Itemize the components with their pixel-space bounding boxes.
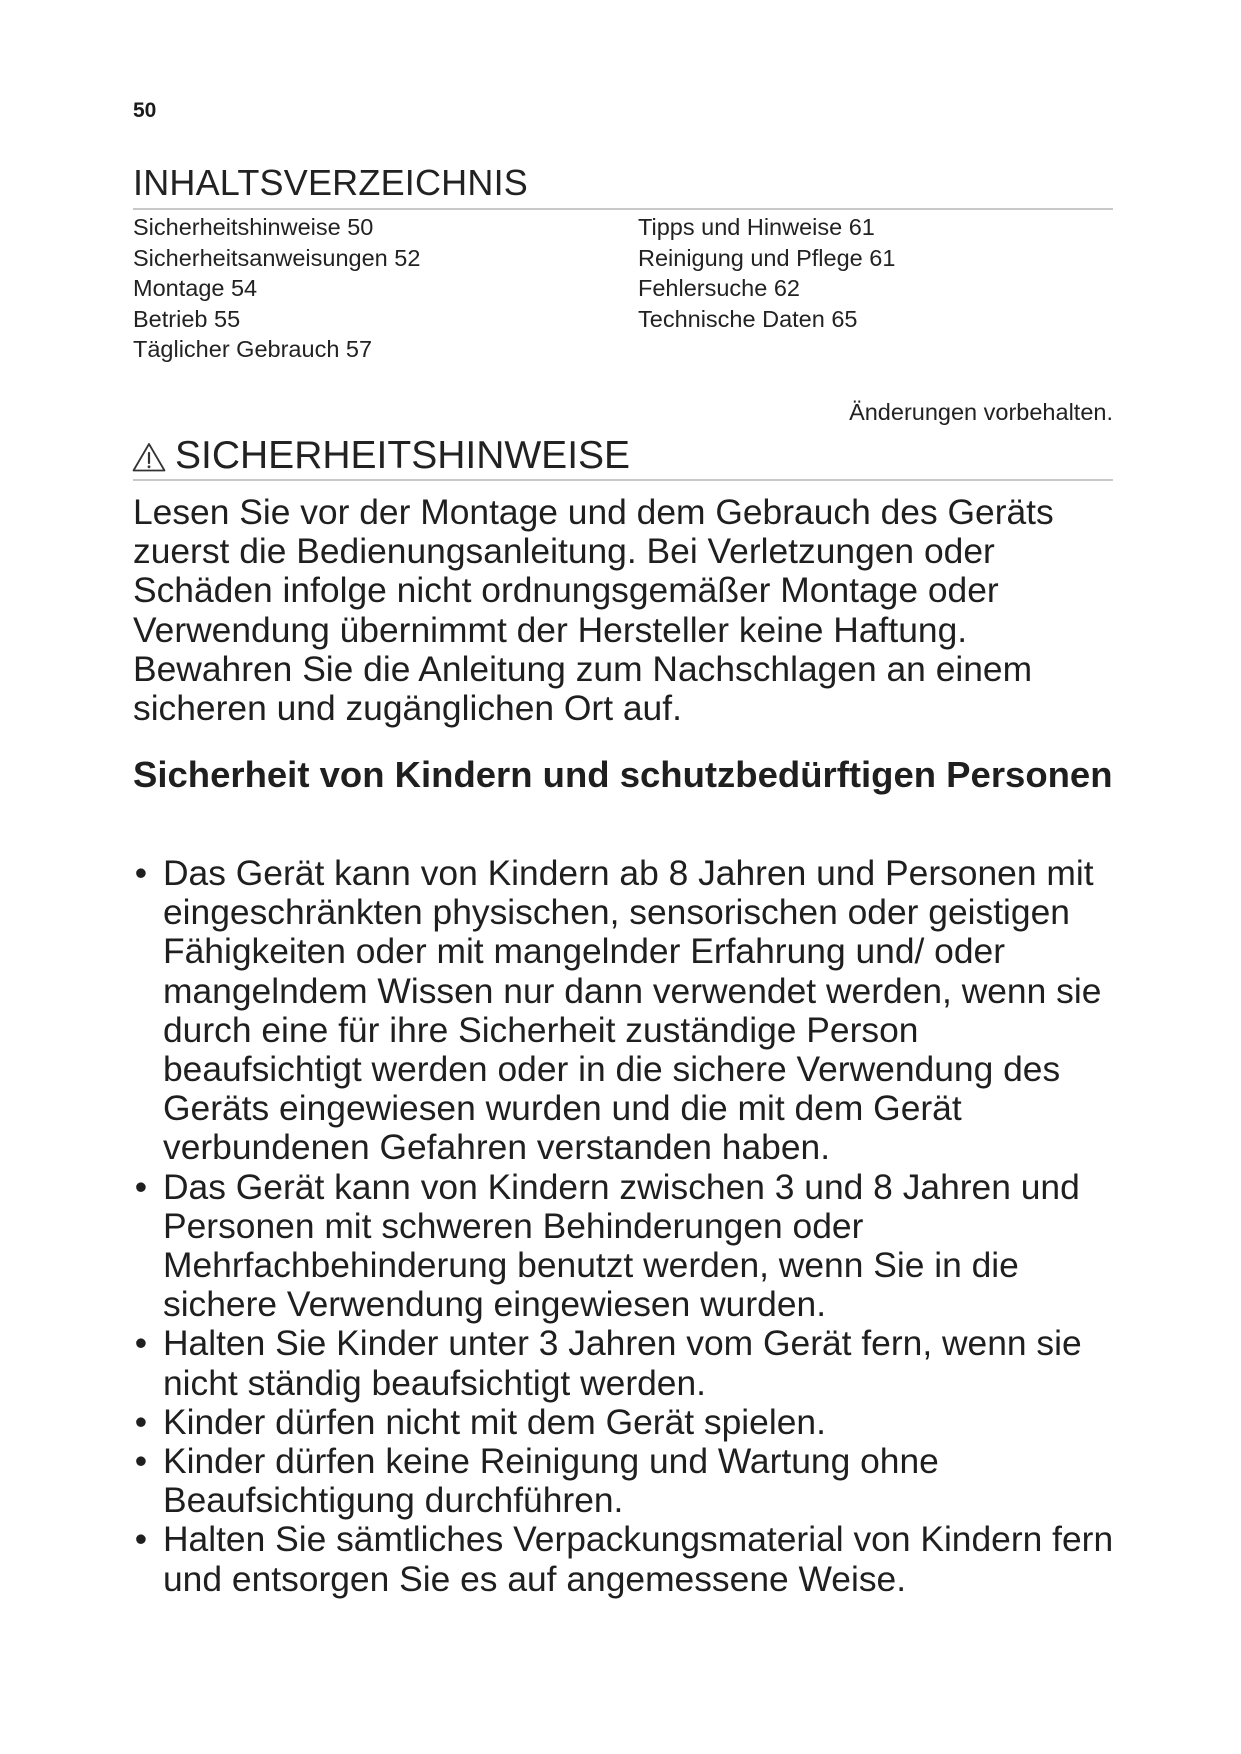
safety-intro-paragraph: Lesen Sie vor der Montage und dem Gebrauch des Geräts zuerst die Bedienungsanleitung. Bei Verletzungen oder Schäden infolge nicht ordnungsgemäßer Montage oder Verwendung übernimmt der Hersteller keine Haftung. Bewahren Sie die Anleitung zum Nachschlagen an einem sicheren und zugänglichen Ort auf.	[133, 492, 1054, 729]
list-item-text: Kinder dürfen keine Reinigung und Wartung ohne Beaufsichtigung durchführen.	[163, 1441, 939, 1521]
toc-entry[interactable]	[638, 243, 895, 274]
toc-entry[interactable]	[638, 304, 895, 335]
toc-entry-page: 57	[345, 336, 373, 363]
toc-entry-label: Tipps und Hinweise	[638, 214, 843, 240]
toc-entry-label: Reinigung und Pflege	[638, 244, 863, 271]
toc-entry-page: 52	[394, 244, 421, 271]
toc-entry-page: 54	[230, 275, 258, 302]
safety-section-heading	[131, 434, 630, 478]
bullet-icon: •	[134, 1323, 148, 1364]
bullet-icon: •	[134, 1441, 148, 1482]
toc-right-column	[638, 212, 895, 334]
toc-entry-label: Sicherheitshinweise	[133, 214, 341, 240]
list-item	[133, 1442, 1123, 1520]
toc-entry-label: Technische Daten	[638, 305, 825, 332]
list-item-text: Das Gerät kann von Kindern ab 8 Jahren und Personen mit eingeschränkten physischen, sensorischen oder geistigen Fähigkeiten oder mit mangelnder Erfahrung und/ oder mangelndem Wissen nur dann verwendet werden, wenn sie durch eine für ihre Sicherheit zuständige Person beaufsichtigt werden oder in die sichere Verwendung des Geräts eingewiesen wurden und die mit dem Gerät verbundenen Gefahren verstanden haben.	[163, 853, 1102, 1168]
page-number: 50	[133, 99, 157, 122]
toc-entry-page: 61	[848, 214, 875, 240]
list-item-text: Das Gerät kann von Kindern zwischen 3 und 8 Jahren und Personen mit schweren Behinderungen oder Mehrfachbehinderung benutzt werden, wenn Sie in die sichere Verwendung eingewiesen wurden.	[163, 1166, 1080, 1325]
toc-entry-page: 55	[214, 305, 241, 332]
list-item-text: Halten Sie sämtliches Verpackungsmaterial von Kindern fern und entsorgen Sie es auf angemessene Weise.	[163, 1519, 1114, 1599]
toc-divider	[133, 208, 1113, 210]
safety-divider	[133, 479, 1113, 481]
toc-entry-page: 50	[347, 214, 374, 240]
list-item	[133, 1403, 1123, 1442]
toc-left-column	[133, 212, 420, 365]
toc-entry-label: Sicherheitsanweisungen	[133, 244, 388, 271]
list-item	[133, 854, 1123, 1168]
safety-title: SICHERHEITSHINWEISE	[175, 434, 631, 477]
bullet-icon: •	[134, 1519, 148, 1560]
toc-entry-page: 61	[869, 244, 896, 271]
toc-entry[interactable]	[133, 212, 420, 243]
toc-entry-label: Montage	[133, 275, 225, 302]
warning-triangle-icon	[131, 441, 167, 473]
list-item-text: Kinder dürfen nicht mit dem Gerät spielen.	[163, 1401, 826, 1442]
toc-title: INHALTSVERZEICHNIS	[133, 162, 528, 203]
bullet-icon: •	[134, 1166, 148, 1207]
toc-entry[interactable]	[638, 273, 895, 304]
toc-entry-page: 65	[831, 305, 858, 332]
list-item	[133, 1520, 1123, 1598]
child-safety-list	[133, 854, 1123, 1599]
toc-entry[interactable]	[133, 273, 420, 304]
list-item	[133, 1168, 1123, 1325]
toc-entry[interactable]	[133, 304, 420, 335]
child-safety-subheading: Sicherheit von Kindern und schutzbedürftigen Personen	[133, 754, 1113, 795]
bullet-icon: •	[134, 853, 148, 893]
toc-entry[interactable]	[133, 334, 420, 365]
toc-entry[interactable]	[638, 212, 895, 243]
list-item	[133, 1324, 1123, 1402]
list-item-text: Halten Sie Kinder unter 3 Jahren vom Gerät fern, wenn sie nicht ständig beaufsichtigt werden.	[163, 1323, 1082, 1403]
toc-entry-label: Täglicher Gebrauch	[133, 336, 340, 363]
toc-entry[interactable]	[133, 243, 420, 274]
toc-entry-label: Fehlersuche	[638, 275, 768, 302]
changes-notice: Änderungen vorbehalten.	[849, 399, 1113, 425]
toc-entry-page: 62	[773, 275, 800, 302]
bullet-icon: •	[134, 1401, 148, 1442]
toc-entry-label: Betrieb	[133, 305, 208, 332]
